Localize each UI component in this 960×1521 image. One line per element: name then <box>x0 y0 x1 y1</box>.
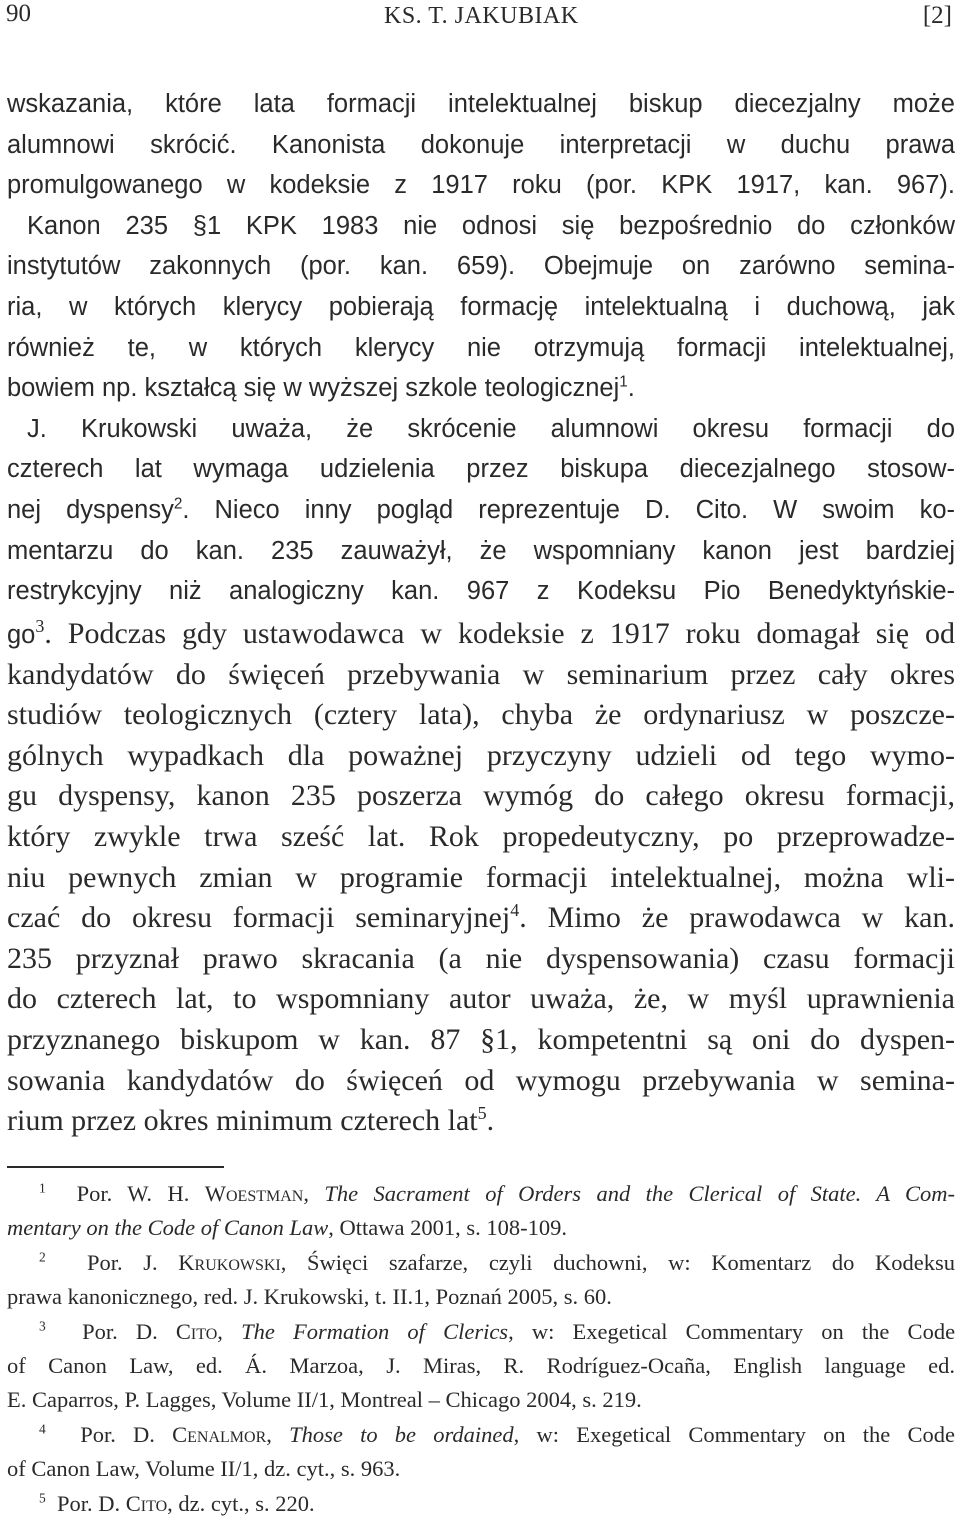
footnote-author: Cito <box>125 1490 168 1516</box>
section-marker: [2] <box>922 2 952 29</box>
text-line: ria, w których klerycy pobierają formację intelektualną i duchową, jak <box>7 292 955 321</box>
text-line: alumnowi skrócić. Kanonista dokonuje interpretacji w duchu prawa <box>7 130 955 159</box>
text-line: kandydatów do święceń przebywania w seminarium przez cały okres <box>7 657 955 691</box>
footnote-ref: 1 <box>619 373 628 391</box>
footnote-1-cont <box>7 1211 955 1245</box>
footnote-divider <box>7 1166 224 1168</box>
footnote-3: $^3$ Por. D. Cito, The Formation of Clerics, w: Exegetical Commentary on the Code <box>39 1318 955 1344</box>
text-line <box>7 614 955 655</box>
footnote-5 <box>7 1487 955 1521</box>
text-line: 235 przyznał prawo skracania (a nie dyspensowania) czasu formacji <box>7 941 955 975</box>
footnote-text: Por. J. <box>87 1249 179 1275</box>
running-title: KS. T. JAKUBIAK <box>384 3 579 29</box>
footnote-4-cont: of Canon Law, Volume II/1, dz. cyt., s. 963. <box>7 1456 401 1482</box>
line-text: czać do okresu formacji seminaryjnej <box>7 901 511 935</box>
line-text: rium przez okres minimum czterech lat <box>7 1104 478 1138</box>
footnote-ref: 2 <box>173 495 183 513</box>
footnote-title: mentary on the Code of Canon Law <box>7 1215 329 1241</box>
footnote-number: 4 <box>39 1421 46 1437</box>
footnote-text: Por. D. <box>82 1318 176 1344</box>
text-line: do czterech lat, to wspomniany autor uważa, że, w myśl uprawnienia <box>7 982 955 1016</box>
line-text: nej dyspensy <box>7 495 174 524</box>
line-text: . Podczas gdy ustawodawca w kodeksie z 1917 roku domagał się od <box>44 617 955 650</box>
footnote-number: 3 <box>39 1318 46 1334</box>
footnote-number: 2 <box>39 1249 46 1265</box>
footnote-2-cont: prawa kanonicznego, red. J. Krukowski, t. II.1, Poznań 2005, s. 60. <box>7 1284 612 1310</box>
body-text-serif <box>7 614 955 1142</box>
text-line: również te, w których klerycy nie otrzymują formacji intelektualnej, <box>7 333 955 362</box>
text-line <box>7 368 955 409</box>
text-line: który zwykle trwa sześć lat. Rok propedeutyczny, po przeprowadze- <box>7 819 955 853</box>
footnote-3-cont: E. Caparros, P. Lagges, Volume II/1, Montreal – Chicago 2004, s. 219. <box>7 1387 642 1413</box>
footnote-author: Cito <box>175 1318 218 1344</box>
footnote-title: The Sacrament of Orders and the Clerical of State. A Com- <box>324 1181 955 1206</box>
footnote-text: , w: Exegetical Commentary on the Code <box>513 1421 955 1447</box>
text-line: Kanon 235 §1 KPK 1983 nie odnosi się bezpośrednio do członków <box>27 211 955 240</box>
text-line: gu dyspensy, kanon 235 poszerza wymóg do całego okresu formacji, <box>7 779 955 813</box>
footnote-number: 1 <box>39 1180 46 1196</box>
footnote-text: , dz. cyt., s. 220. <box>167 1490 315 1516</box>
footnote-text: Por. D. <box>57 1490 126 1516</box>
footnote-4: $^4$ Por. D. Cenalmor, Those to be ordained, w: Exegetical Commentary on the Code <box>39 1421 955 1447</box>
text-line: mentarzu do kan. 235 zauważył, że wspomniany kanon jest bardziej <box>7 536 955 565</box>
line-text: . <box>627 374 635 403</box>
footnote-author: Krukowski <box>178 1249 281 1275</box>
footnote-text: , Ottawa 2001, s. 108-109. <box>328 1215 567 1241</box>
text-line: restrykcyjny niż analogiczny kan. 967 z Kodeksu Pio Benedyktyńskie- <box>7 577 955 606</box>
text-line <box>7 898 955 939</box>
footnote-ref: 5 <box>477 1103 487 1124</box>
footnote-text: , w: Exegetical Commentary on the Code <box>508 1318 955 1344</box>
text-line: wskazania, które lata formacji intelektualnej biskup diecezjalny może <box>7 90 955 118</box>
footnote-number: 5 <box>39 1490 46 1506</box>
footnote-1: $^1$ Por. W. H. Woestman, The Sacrament of Orders and the Clerical of State. A Com- <box>39 1180 955 1206</box>
line-text: go <box>7 621 36 649</box>
footnote-author: Woestman <box>204 1181 304 1206</box>
text-line: sowania kandydatów do święceń od wymogu przebywania w semina- <box>7 1063 955 1097</box>
footnote-text: Por. D. <box>80 1421 173 1447</box>
text-line: czterech lat wymaga udzielenia przez biskupa diecezjalnego stosow- <box>7 455 955 484</box>
text-line: przyznanego biskupom w kan. 87 §1, kompetentni są oni do dyspen- <box>7 1022 955 1056</box>
footnote-author: Cenalmor <box>172 1421 267 1447</box>
text-line: studiów teologicznych (cztery lata), chyba że ordynariusz w poszcze- <box>7 698 955 732</box>
text-line: promulgowanego w kodeksie z 1917 roku (por. KPK 1917, kan. 967). <box>7 171 955 200</box>
footnote-title: Those to be ordained <box>289 1421 514 1447</box>
text-line: gólnych wypadkach dla poważnej przyczyny udzieli od tego wymo- <box>7 738 955 772</box>
footnote-3-cont: of Canon Law, ed. Á. Marzoa, J. Miras, R. Rodríguez-Ocaña, English language ed. <box>7 1352 955 1378</box>
text-line: J. Krukowski uważa, że skrócenie alumnowi okresu formacji do <box>27 414 955 443</box>
text-line <box>7 490 955 531</box>
text-line <box>7 1101 955 1142</box>
line-text: bowiem np. kształcą się w wyższej szkole teologicznej <box>7 374 620 403</box>
running-header <box>0 0 960 40</box>
footnotes <box>7 1177 955 1521</box>
footnote-text: , Święci szafarze, czyli duchowni, w: Komentarz do Kodeksu <box>280 1249 955 1275</box>
line-text: . Mimo że prawodawca w kan. <box>519 901 955 935</box>
text-line: instytutów zakonnych (por. kan. 659). Obejmuje on zarówno semina- <box>7 252 955 281</box>
footnote-2 <box>7 1246 955 1280</box>
footnote-title: The Formation of Clerics <box>241 1318 509 1344</box>
line-text: . Nieco inny pogląd reprezentuje D. Cito. W swoim ko- <box>182 495 955 524</box>
footnote-text: Por. W. H. <box>76 1181 205 1206</box>
body-text-sans <box>7 84 955 612</box>
page-number: 90 <box>6 0 31 27</box>
line-text: . <box>486 1104 495 1138</box>
footnote-ref: 3 <box>35 616 45 636</box>
text-line: niu pewnych zmian w programie formacji intelektualnej, można wli- <box>7 860 955 894</box>
footnote-ref: 4 <box>510 900 520 921</box>
